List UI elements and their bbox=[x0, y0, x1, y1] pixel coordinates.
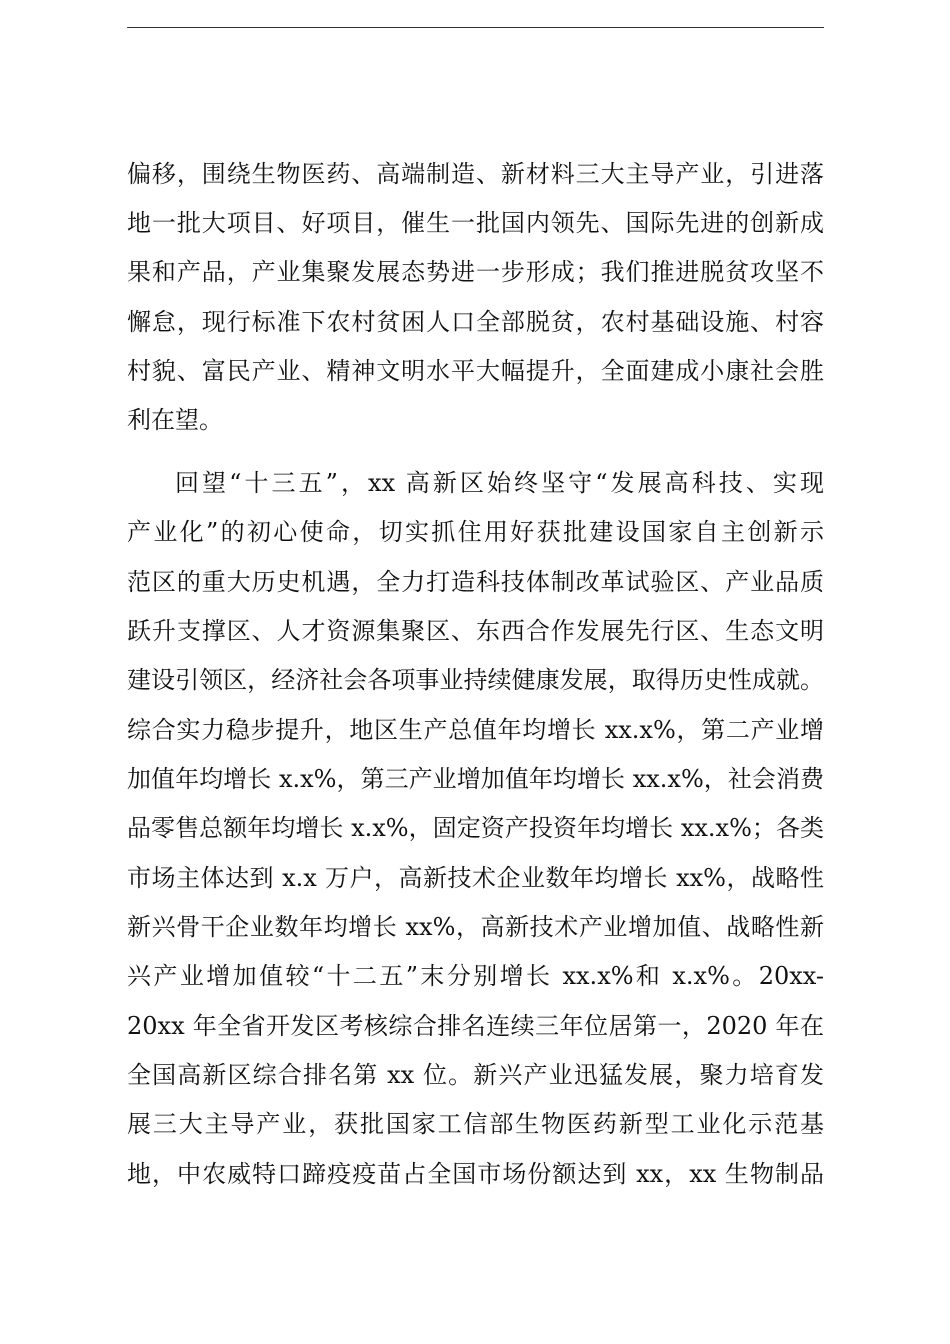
text-line: 偏移，围绕生物医药、高端制造、新材料三大主导产业，引进落 bbox=[127, 160, 824, 188]
text-line: 范区的重大历史机遇，全力打造科技体制改革试验区、产业品质 bbox=[127, 568, 824, 596]
text-line: 品零售总额年均增长 x.x%，固定资产投资年均增长 xx.x%；各类 bbox=[127, 814, 824, 842]
text-line: 加值年均增长 x.x%，第三产业增加值年均增长 xx.x%，社会消费 bbox=[127, 765, 824, 793]
text-line: 产业化”的初心使命，切实抓住用好获批建设国家自主创新示 bbox=[127, 518, 824, 546]
text-line: 回望“十三五”，xx 高新区始终坚守“发展高科技、实现 bbox=[175, 469, 824, 497]
text-line: 懈怠，现行标准下农村贫困人口全部脱贫，农村基础设施、村容 bbox=[127, 308, 824, 336]
text-line: 20xx 年全省开发区考核综合排名连续三年位居第一，2020 年在 bbox=[127, 1012, 824, 1040]
text-line: 利在望。 bbox=[127, 406, 223, 434]
text-line: 建设引领区，经济社会各项事业持续健康发展，取得历史性成就。 bbox=[127, 666, 824, 694]
text-line: 村貌、富民产业、精神文明水平大幅提升，全面建成小康社会胜 bbox=[127, 357, 824, 385]
header-rule bbox=[127, 27, 824, 28]
text-line: 新兴骨干企业数年均增长 xx%，高新技术产业增加值、战略性新 bbox=[127, 913, 824, 941]
text-line: 全国高新区综合排名第 xx 位。新兴产业迅猛发展，聚力培育发 bbox=[127, 1061, 824, 1089]
text-line: 市场主体达到 x.x 万户，高新技术企业数年均增长 xx%，战略性 bbox=[127, 864, 824, 892]
text-line: 地一批大项目、好项目，催生一批国内领先、国际先进的创新成 bbox=[127, 209, 824, 237]
text-line: 综合实力稳步提升，地区生产总值年均增长 xx.x%，第二产业增 bbox=[127, 716, 824, 744]
text-line: 展三大主导产业，获批国家工信部生物医药新型工业化示范基 bbox=[127, 1110, 824, 1138]
text-line: 果和产品，产业集聚发展态势进一步形成；我们推进脱贫攻坚不 bbox=[127, 258, 824, 286]
text-line: 地，中农威特口蹄疫疫苗占全国市场份额达到 xx，xx 生物制品 bbox=[127, 1160, 824, 1188]
text-line: 跃升支撑区、人才资源集聚区、东西合作发展先行区、生态文明 bbox=[127, 617, 824, 645]
text-line: 兴产业增加值较“十二五”末分别增长 xx.x%和 x.x%。20xx- bbox=[127, 962, 824, 990]
